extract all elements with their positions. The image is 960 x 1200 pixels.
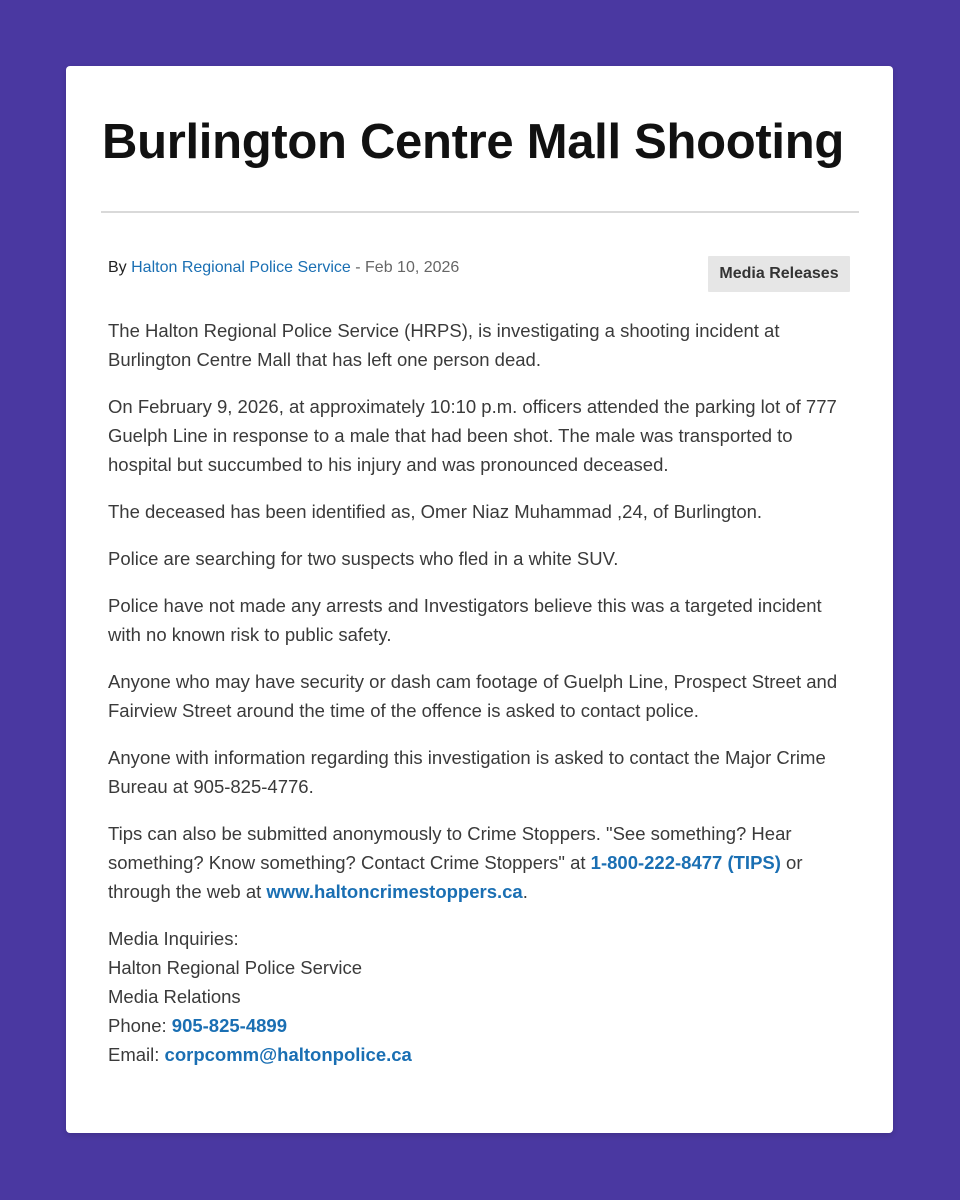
contact-dept: Media Relations	[108, 986, 241, 1007]
publish-date: Feb 10, 2026	[365, 259, 460, 276]
contact-phone-line	[108, 1011, 858, 1040]
contact-org: Halton Regional Police Service	[108, 957, 362, 978]
tips-web-link[interactable]: www.haltoncrimestoppers.ca	[266, 881, 523, 902]
paragraph-footage: Anyone who may have security or dash cam footage of Guelph Line, Prospect Street and Fairview Street around the time of the offence is asked to contact police.	[108, 671, 838, 721]
article-card	[66, 66, 893, 1133]
category-tag[interactable]: Media Releases	[708, 256, 850, 292]
media-contact	[108, 924, 858, 1069]
tips-text-middle: or through the web at	[108, 852, 803, 902]
byline	[108, 258, 459, 278]
byline-prefix: By	[108, 259, 127, 276]
byline-separator: -	[355, 259, 361, 276]
tips-phone-link[interactable]: 1-800-222-8477 (TIPS)	[590, 852, 781, 873]
paragraph-incident: On February 9, 2026, at approximately 10:10 p.m. officers attended the parking lot of 777 Guelph Line in response to a male that had been shot. The male was transported to hospital but succumbed to his injury and was pronounced deceased.	[108, 396, 837, 475]
paragraph-victim: The deceased has been identified as, Omer Niaz Muhammad ,24, of Burlington.	[108, 501, 763, 522]
paragraph-arrests: Police have not made any arrests and Investigators believe this was a targeted incident with no known risk to public safety.	[108, 595, 822, 645]
article-body	[108, 316, 858, 1087]
contact-email-label: Email:	[108, 1044, 165, 1065]
paragraph-suspects: Police are searching for two suspects who fled in a white SUV.	[108, 548, 619, 569]
page-title: Burlington Centre Mall Shooting	[102, 115, 844, 169]
paragraph-information: Anyone with information regarding this investigation is asked to contact the Major Crime Bureau at 905-825-4776.	[108, 747, 826, 797]
contact-email-line	[108, 1040, 858, 1069]
contact-phone-label: Phone:	[108, 1015, 172, 1036]
contact-heading: Media Inquiries:	[108, 928, 239, 949]
author-link[interactable]: Halton Regional Police Service	[131, 259, 351, 276]
tips-text-before: Tips can also be submitted anonymously to Crime Stoppers. "See something? Hear something? Know something? Contact Crime Stoppers" at	[108, 823, 792, 873]
contact-phone-link[interactable]: 905-825-4899	[171, 1015, 287, 1036]
paragraph-tips	[108, 819, 858, 906]
tips-text-after: .	[522, 881, 528, 902]
paragraph-intro: The Halton Regional Police Service (HRPS), is investigating a shooting incident at Burlington Centre Mall that has left one person dead.	[108, 320, 780, 370]
contact-email-link[interactable]: corpcomm@haltonpolice.ca	[164, 1044, 412, 1065]
title-divider	[101, 211, 859, 213]
